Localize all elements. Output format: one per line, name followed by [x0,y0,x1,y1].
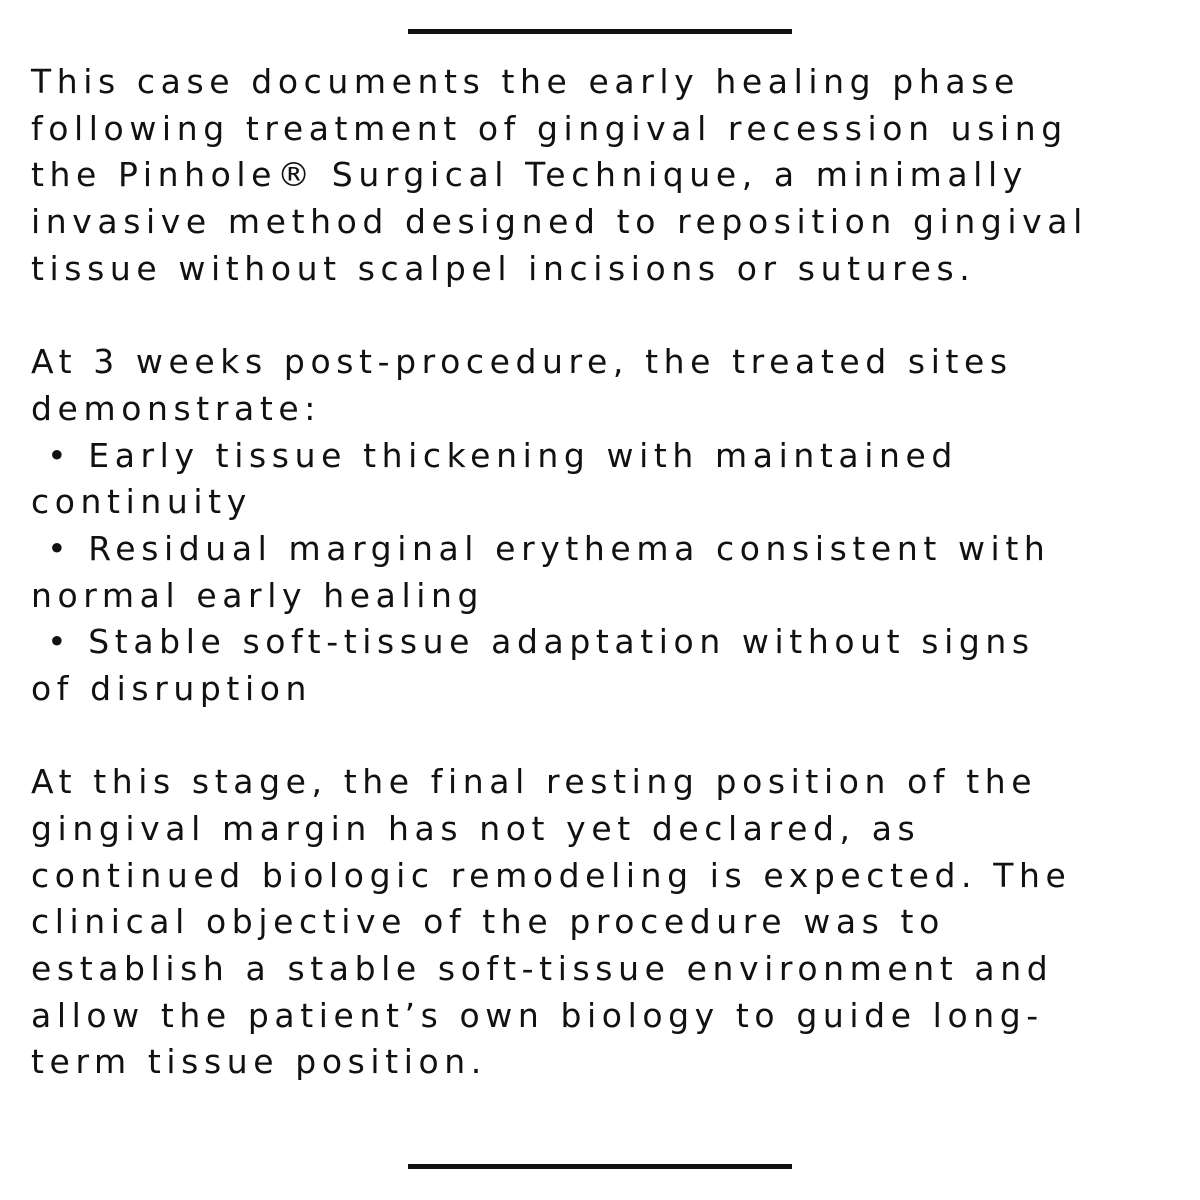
text-line: At this stage, the final resting position of the [31,762,1038,802]
text-line: following treatment of gingival recession using [31,108,1068,148]
conclusion-paragraph [31,759,1181,1086]
text-line: allow the patient’s own biology to guide long- [31,995,1044,1035]
findings-paragraph [31,339,1181,713]
text-line: establish a stable soft-tissue environment and [31,949,1054,989]
text-line: invasive method designed to reposition gingival [31,202,1088,242]
text-line: of disruption [31,668,313,708]
text-line: At 3 weeks post-procedure, the treated sites [31,342,1013,382]
text-line: demonstrate: [31,388,321,428]
text-line: term tissue position. [31,1042,487,1082]
top-divider [408,29,792,34]
text-line: clinical objective of the procedure was to [31,902,945,942]
text-line: tissue without scalpel incisions or sutures. [31,248,976,288]
text-line: This case documents the early healing phase [31,62,1020,101]
bullet-line: • Early tissue thickening with maintained [31,435,958,475]
bottom-divider [408,1164,792,1169]
text-line: the Pinhole® Surgical Technique, a minimally [31,155,1028,195]
intro-paragraph [31,59,1181,292]
text-line: continued biologic remodeling is expected. The [31,855,1072,895]
text-line: normal early healing [31,575,485,615]
bullet-line: • Residual marginal erythema consistent with [31,528,1051,568]
text-line: continuity [31,482,252,522]
case-description [31,59,1181,1086]
text-line: gingival margin has not yet declared, as [31,809,921,848]
paragraph-spacer [31,713,1181,760]
paragraph-spacer [31,292,1181,339]
bullet-line: • Stable soft-tissue adaptation without signs [31,622,1035,662]
